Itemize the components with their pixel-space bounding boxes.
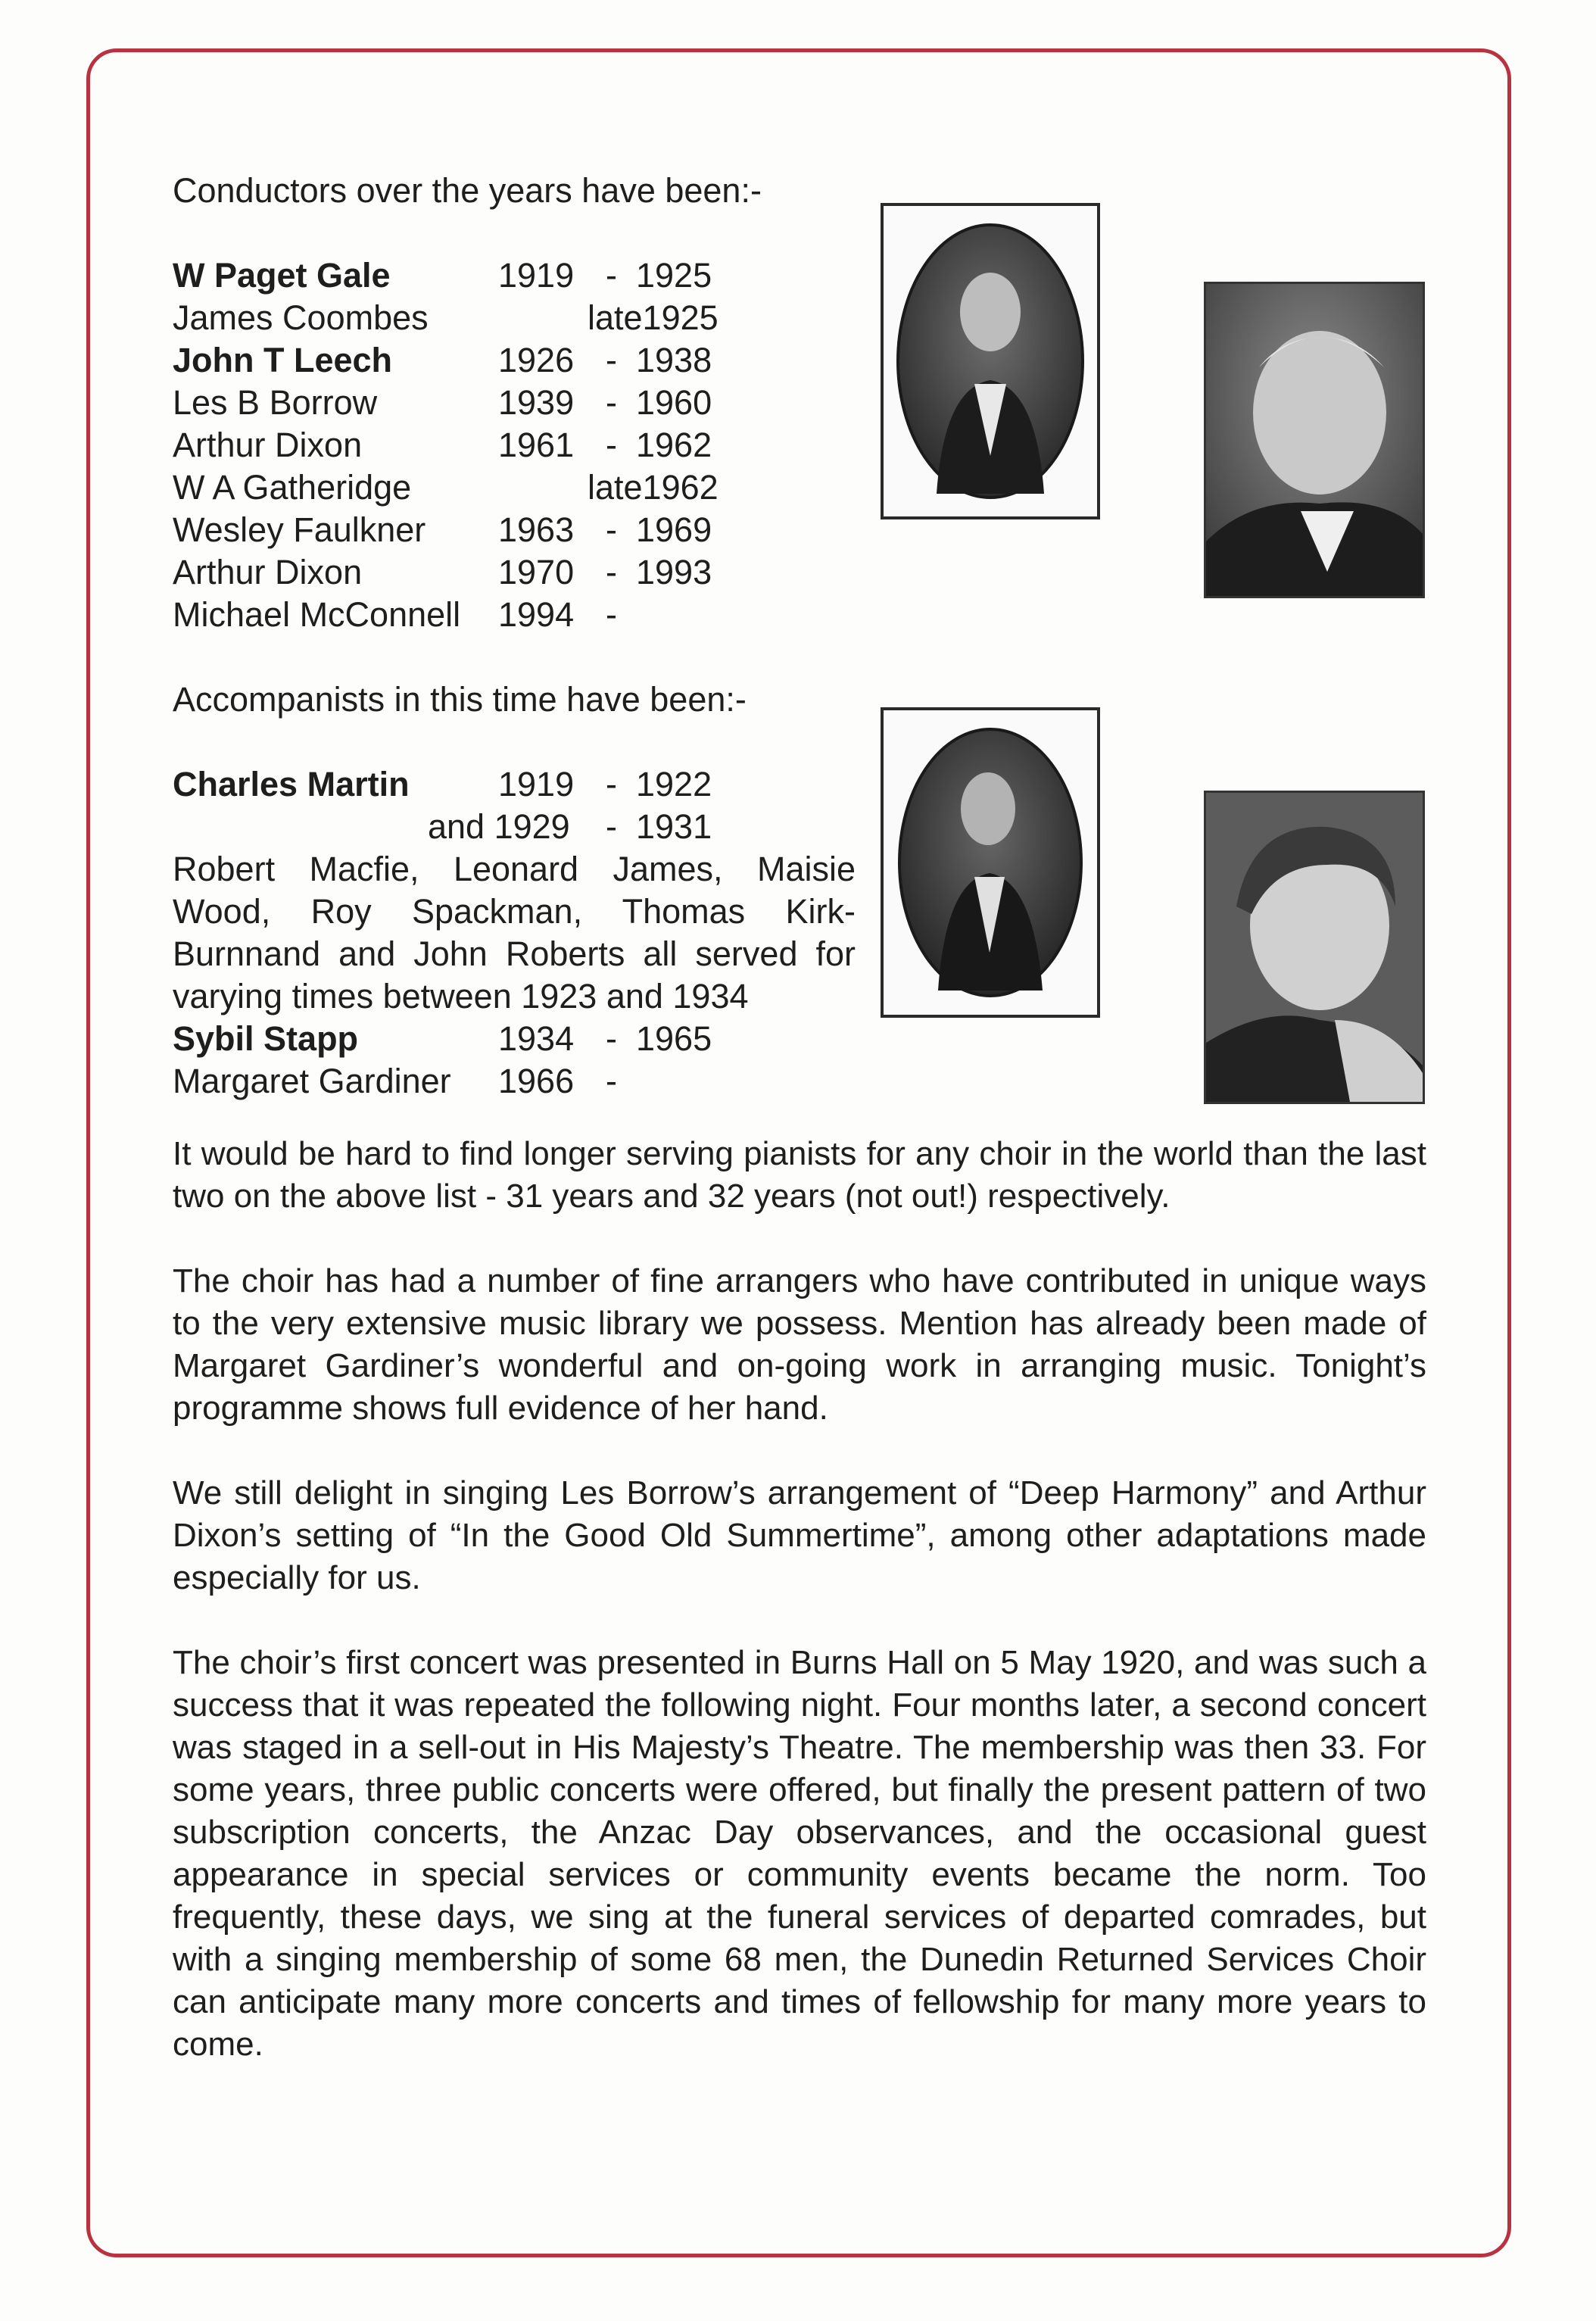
paragraph-pianists: It would be hard to find longer serving pianists for any choir in the world than the last two on the above list - 31 years and 32 years (not out!) respectively. — [173, 1135, 1426, 1215]
list-item: John T Leech 1926 - 1938 — [173, 341, 712, 379]
list-item: and 1929 - 1931 — [428, 807, 712, 846]
list-item: Sybil Stapp 1934 - 1965 — [173, 1019, 712, 1058]
paragraph-arrangers: The choir has had a number of fine arrangers who have contributed in unique ways to the very extensive music library we possess. Mention has already been made of Margaret Gardiner’s wonderful and on-going work in arranging music. Tonight’s programme shows full evidence of her hand. — [173, 1262, 1426, 1427]
list-item: Charles Martin 1919 - 1922 — [173, 765, 712, 803]
list-item: Les B Borrow 1939 - 1960 — [173, 383, 712, 422]
list-item: W A Gatheridge late1962 — [173, 468, 719, 507]
conductors-heading: Conductors over the years have been:- — [173, 171, 762, 210]
list-item: Arthur Dixon 1961 - 1962 — [173, 426, 712, 464]
accompanists-heading: Accompanists in this time have been:- — [173, 680, 747, 719]
list-item: Arthur Dixon 1970 - 1993 — [173, 553, 712, 591]
paragraph-history: The choir’s first concert was presented in Burns Hall on 5 May 1920, and was such a success that it was repeated the following night. Four months later, a second concert was staged in a sell-out in His Majesty’s Theatre. The membership was then 33. For some years, three public concerts were offered, but finally the present pattern of two subscription concerts, the Anzac Day observances, and the occasional guest appearance in special services or community events became the norm. Too frequently, these days, we sing at the funeral services of departed comrades, but with a singing membership of some 68 men, the Dunedin Returned Services Choir can anticipate many more concerts and times of fellowship for many more years to come. — [173, 1644, 1426, 2063]
document-body — [173, 170, 1426, 2066]
conductors-list — [173, 254, 1426, 636]
list-item: James Coombes late1925 — [173, 298, 719, 337]
list-item: Margaret Gardiner 1966 - — [173, 1062, 617, 1100]
paragraph-arrangements: We still delight in singing Les Borrow’s arrangement of “Deep Harmony” and Arthur Dixon’s setting of “In the Good Old Summertime”, among other adaptations made especially for us. — [173, 1474, 1426, 1596]
accompanists-list — [173, 763, 1426, 1103]
list-item: Wesley Faulkner 1963 - 1969 — [173, 510, 712, 549]
list-item: W Paget Gale 1919 - 1925 — [173, 256, 712, 295]
list-item: Michael McConnell 1994 - — [173, 595, 617, 634]
other-accompanists-text: Robert Macfie, Leonard James, Maisie Wood, Roy Spackman, Thomas Kirk-Burnnand and John Roberts all served for varying times between 1923 and 1934 — [173, 850, 856, 1015]
